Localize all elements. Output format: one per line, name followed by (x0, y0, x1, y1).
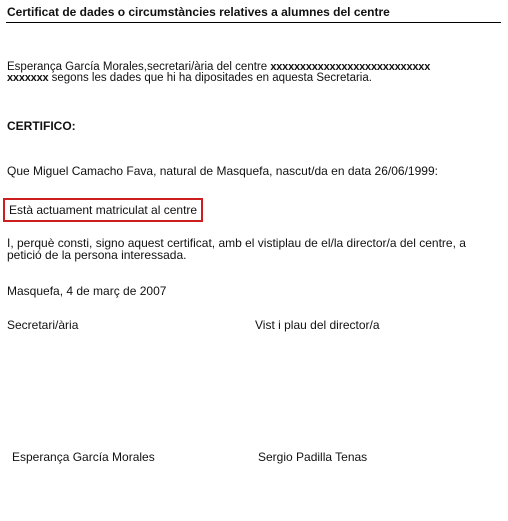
redacted-school-name-continued: xxxxxxx (7, 72, 49, 84)
place-and-date: Masquefa, 4 de març de 2007 (7, 284, 167, 298)
enrollment-status-highlight[interactable] (3, 198, 203, 222)
director-name: Sergio Padilla Tenas (258, 450, 368, 464)
intro-text-1: Esperança García Morales,secretari/ària del centre (7, 61, 271, 73)
closing-paragraph: I, perquè consti, signo aquest certificat, amb el vistiplau de el/la director/a del centre, a petició de la persona interessada. (7, 236, 466, 262)
enrollment-status-text: Està actuament matriculat al centre (9, 203, 198, 217)
certifico-heading: CERTIFICO: (7, 119, 76, 133)
secretary-signature-label: Secretari/ària (7, 318, 79, 332)
secretary-name: Esperança García Morales (12, 450, 155, 464)
person-statement: Que Miguel Camacho Fava, natural de Masquefa, nascut/da en data 26/06/1999: (7, 164, 438, 178)
intro-text-2: segons les dades que hi ha dipositades en aquesta Secretaria. (48, 72, 372, 84)
title-underline (6, 22, 501, 23)
document-title: Certificat de dades o circumstàncies relatives a alumnes del centre (7, 5, 390, 19)
intro-paragraph (7, 62, 497, 84)
director-signature-label: Vist i plau del director/a (255, 318, 380, 332)
intro-line-2 (7, 73, 497, 84)
redacted-school-name: xxxxxxxxxxxxxxxxxxxxxxxxxxx (270, 61, 431, 73)
